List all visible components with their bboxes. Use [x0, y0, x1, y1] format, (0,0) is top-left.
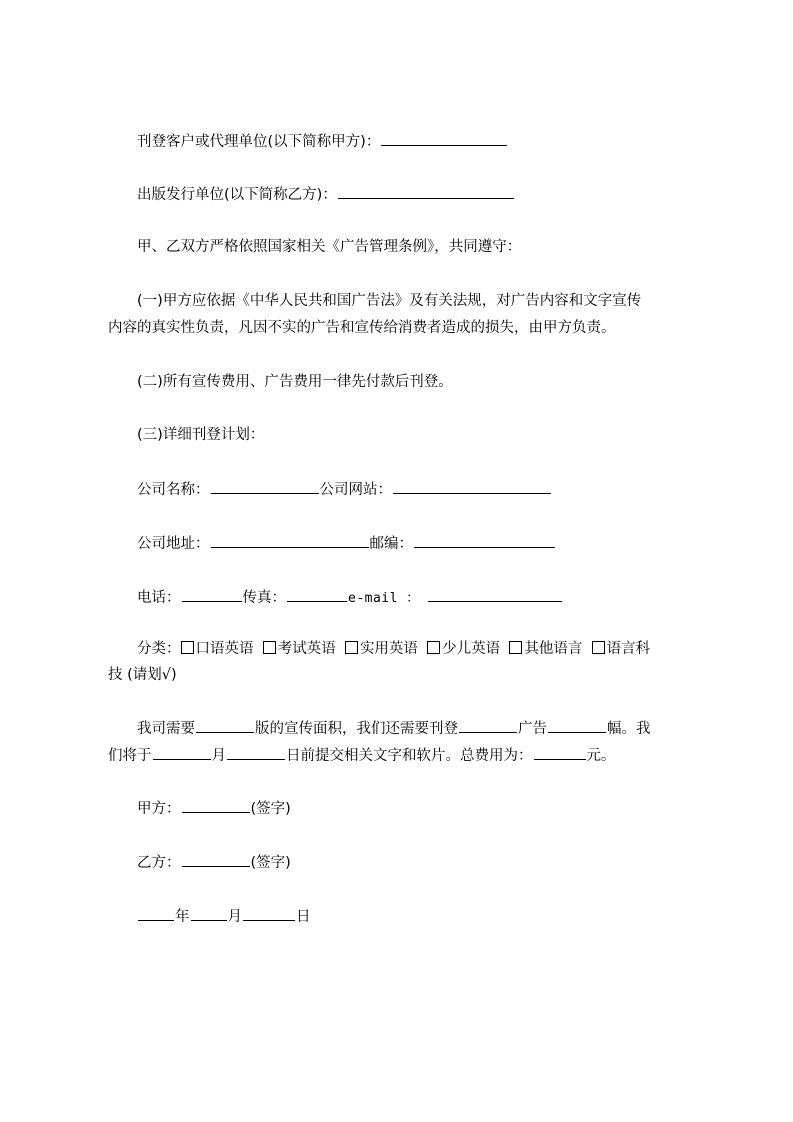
category-option: 语言科	[606, 641, 651, 657]
checkbox-icon[interactable]	[181, 641, 194, 654]
req2-c: 日前提交相关文字和软片。总费用为：	[286, 748, 533, 764]
company-name-label: 公司名称：	[137, 482, 210, 498]
category-label: 分类：	[137, 641, 181, 657]
party-b-sign: (签字)	[250, 855, 291, 871]
contact-line	[137, 587, 563, 609]
party-a-line	[137, 798, 291, 819]
req-d: 幅。我	[607, 721, 651, 737]
checkbox-icon[interactable]	[427, 641, 440, 654]
clause3-text: (三)详细刊登计划：	[137, 427, 265, 443]
postcode-label: 邮编：	[369, 536, 413, 552]
company-address-label: 公司地址：	[137, 536, 210, 552]
email-label: e-mail ：	[348, 591, 420, 606]
category-line1	[137, 639, 650, 659]
client-label: 刊登客户或代理单位(以下简称甲方)：	[137, 134, 381, 150]
ad-blank[interactable]	[459, 718, 517, 733]
year-label: 年	[175, 909, 190, 925]
category-option: 其他语言	[524, 641, 583, 657]
publisher-blank[interactable]	[338, 184, 514, 199]
client-blank[interactable]	[381, 131, 507, 146]
req2-d: 元。	[586, 748, 616, 764]
party-a-label: 甲方：	[137, 801, 181, 817]
day-date-blank[interactable]	[243, 906, 295, 921]
party-a-blank[interactable]	[182, 798, 250, 813]
edition-blank[interactable]	[196, 718, 254, 733]
party-b-label: 乙方：	[137, 855, 181, 871]
company-line	[137, 479, 552, 500]
clause2-text: (二)所有宣传费用、广告费用一律先付款后刊登。	[137, 374, 453, 390]
clause1-line2: 内容的真实性负责，凡因不实的广告和宣传给消费者造成的损失，由甲方负责。	[108, 320, 616, 336]
category-option: 考试英语	[277, 641, 336, 657]
req-a: 我司需要	[137, 721, 195, 737]
month-blank[interactable]	[153, 745, 211, 760]
checkbox-icon[interactable]	[263, 641, 276, 654]
date-line	[137, 906, 311, 927]
category-option: 少儿英语	[442, 641, 501, 657]
total-blank[interactable]	[534, 745, 586, 760]
fax-label: 传真：	[242, 590, 286, 606]
company-name-blank[interactable]	[211, 479, 319, 494]
postcode-blank[interactable]	[414, 533, 555, 548]
party-b-blank[interactable]	[182, 852, 250, 867]
request-line2	[108, 745, 616, 766]
publisher-line	[137, 184, 515, 205]
company-site-label: 公司网站：	[319, 482, 392, 498]
phone-blank[interactable]	[182, 587, 242, 602]
fax-blank[interactable]	[287, 587, 347, 602]
company-site-blank[interactable]	[393, 479, 551, 494]
clause1-line1: (一)甲方应依据《中华人民共和国广告法》及有关法规，对广告内容和文字宣传	[137, 293, 642, 309]
phone-label: 电话：	[137, 590, 181, 606]
email-blank[interactable]	[428, 587, 562, 602]
checkbox-icon[interactable]	[592, 641, 605, 654]
checkbox-icon[interactable]	[509, 641, 522, 654]
category-option: 实用英语	[359, 641, 418, 657]
request-line1	[137, 718, 651, 739]
req-b: 版的宣传面积，我们还需要刊登	[255, 721, 458, 737]
year-blank[interactable]	[138, 906, 174, 921]
category-line2: 技 (请划√)	[108, 667, 177, 683]
day-label: 日	[296, 909, 311, 925]
day-blank[interactable]	[227, 745, 285, 760]
party-a-sign: (签字)	[250, 801, 291, 817]
req2-b: 月	[211, 748, 226, 764]
category-option: 口语英语	[195, 641, 254, 657]
checkbox-icon[interactable]	[345, 641, 358, 654]
address-line	[137, 533, 556, 554]
count-blank[interactable]	[548, 718, 606, 733]
client-line	[137, 131, 508, 152]
month-date-blank[interactable]	[191, 906, 227, 921]
req-c: 广告	[518, 721, 547, 737]
month-label: 月	[227, 909, 242, 925]
company-address-blank[interactable]	[211, 533, 369, 548]
publisher-label: 出版发行单位(以下简称乙方)：	[137, 187, 337, 203]
intro-text: 甲、乙双方严格依照国家相关《广告管理条例》，共同遵守：	[137, 239, 522, 255]
req2-a: 们将于	[108, 748, 152, 764]
party-b-line	[137, 852, 291, 873]
